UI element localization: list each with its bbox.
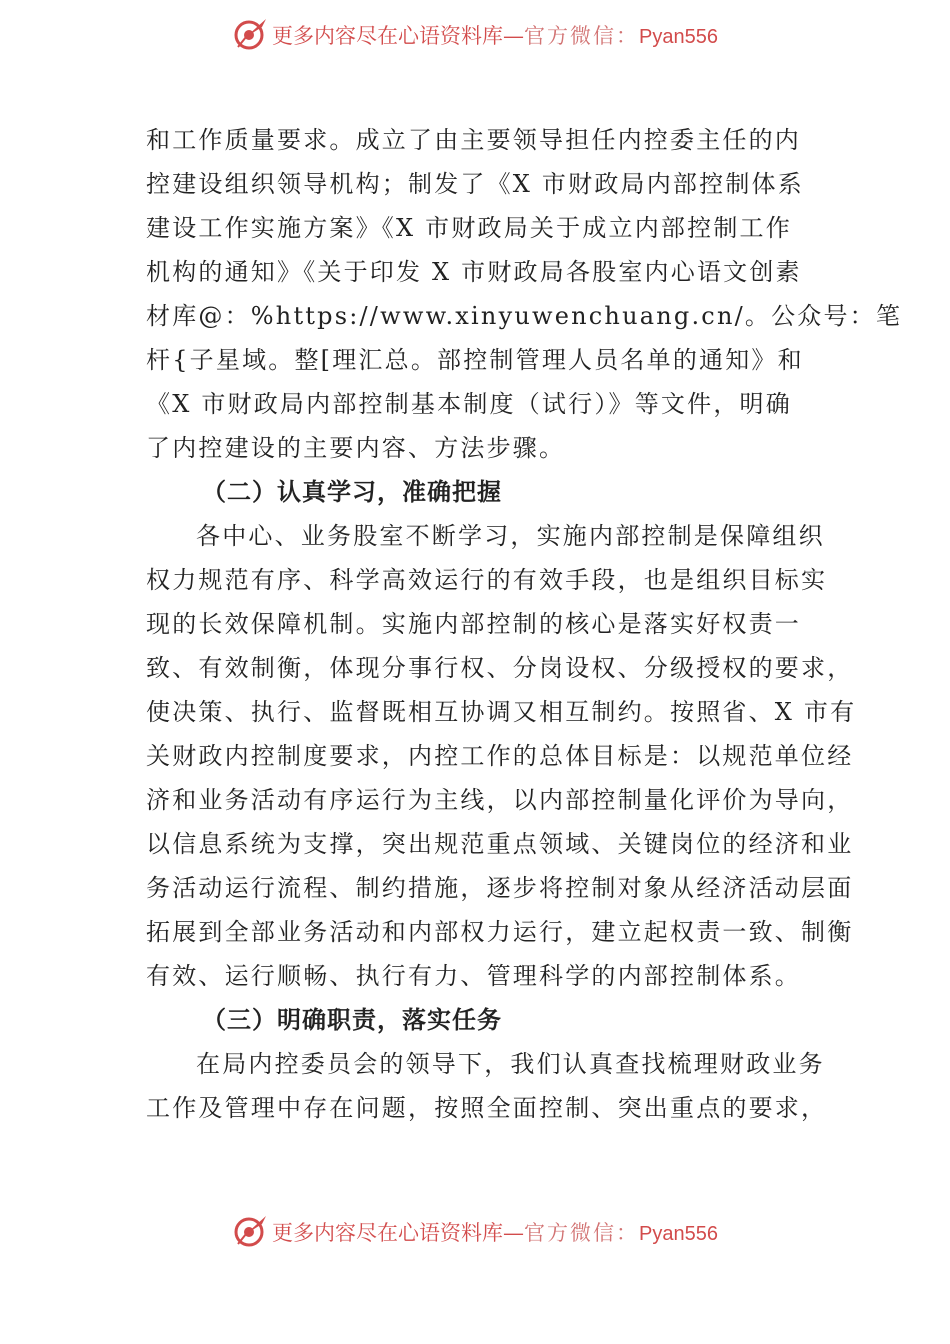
text-line: 机构的通知》《关于印发 X 市财政局各股室内心语文创素	[146, 258, 802, 286]
quill-logo-icon	[232, 15, 270, 53]
quill-logo-icon	[232, 1212, 270, 1250]
banner-wechat-label: 官方微信：	[524, 1221, 639, 1245]
banner-main-text: 更多内容尽在心语资料库	[272, 1221, 503, 1245]
text-line: 权力规范有序、科学高效运行的有效手段，也是组织目标实	[146, 566, 828, 594]
text-line: 和工作质量要求。成立了由主要领导担任内控委主任的内	[146, 126, 801, 154]
text-line: 了内控建设的主要内容、方法步骤。	[146, 434, 566, 462]
header-banner	[0, 15, 950, 55]
text-line: 建设工作实施方案》《X 市财政局关于成立内部控制工作	[146, 214, 792, 242]
banner-wechat-label: 官方微信：	[524, 24, 639, 48]
text-line: 致、有效制衡，体现分事行权、分岗设权、分级授权的要求，	[146, 654, 854, 682]
text-line: 以信息系统为支撑，突出规范重点领域、关键岗位的经济和业	[146, 830, 854, 858]
section-heading-2: （二）认真学习，准确把握	[202, 477, 502, 506]
text-line: 各中心、业务股室不断学习，实施内部控制是保障组织	[196, 522, 825, 550]
text-line: 杆{子星域。整[理汇总。部控制管理人员名单的通知》和	[146, 346, 804, 374]
text-line: 《X 市财政局内部控制基本制度（试行）》等文件，明确	[146, 390, 792, 418]
text-line: 有效、运行顺畅、执行有力、管理科学的内部控制体系。	[146, 962, 801, 990]
text-line: 拓展到全部业务活动和内部权力运行，建立起权责一致、制衡	[146, 918, 854, 946]
text-line: 在局内控委员会的领导下，我们认真查找梳理财政业务	[196, 1050, 825, 1078]
text-line: 材库@：%https://www.xinyuwenchuang.cn/。公众号：笔	[146, 302, 903, 330]
text-line: 务活动运行流程、制约措施，逐步将控制对象从经济活动层面	[146, 874, 854, 902]
banner-main-text: 更多内容尽在心语资料库	[272, 24, 503, 48]
section-heading-3: （三）明确职责，落实任务	[202, 1005, 502, 1034]
banner-separator: —	[503, 1221, 524, 1245]
banner-wechat-id: Pyan556	[639, 26, 718, 48]
document-body	[146, 118, 903, 1130]
text-line: 控建设组织领导机构；制发了《X 市财政局内部控制体系	[146, 170, 804, 198]
banner-separator: —	[503, 24, 524, 48]
text-line: 关财政内控制度要求，内控工作的总体目标是：以规范单位经	[146, 742, 854, 770]
text-line: 使决策、执行、监督既相互协调又相互制约。按照省、X 市有	[146, 698, 857, 726]
text-line: 现的长效保障机制。实施内部控制的核心是落实好权责一	[146, 610, 801, 638]
text-line: 工作及管理中存在问题，按照全面控制、突出重点的要求，	[146, 1094, 828, 1122]
banner-wechat-id: Pyan556	[639, 1223, 718, 1245]
footer-banner	[0, 1212, 950, 1252]
text-line: 济和业务活动有序运行为主线，以内部控制量化评价为导向，	[146, 786, 854, 814]
